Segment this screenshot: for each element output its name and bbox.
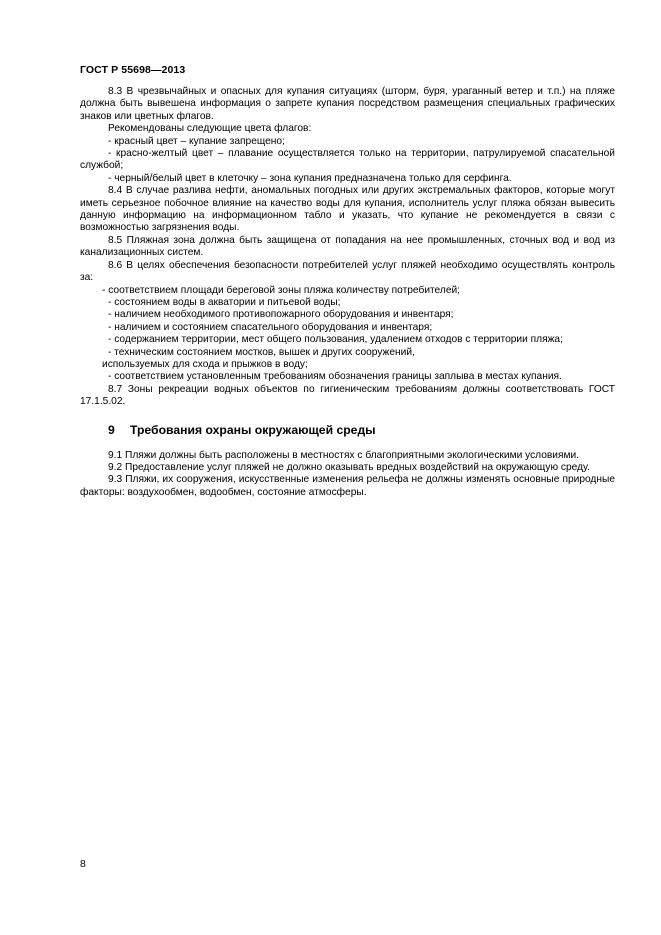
control-item-6: - техническим состоянием мостков, вышек и других сооружений, bbox=[108, 346, 415, 358]
paragraph-9-3: 9.3 Пляжи, их сооружения, искусственные изменения рельефа не должны изменять основные природные факторы: воздухообмен, водообмен, состояние атмосферы. bbox=[80, 474, 615, 498]
paragraph-8-6: 8.6 В целях обеспечения безопасности потребителей услуг пляжей необходимо осуществлять контроль за: bbox=[80, 259, 615, 284]
flag-color-red: - красный цвет – купание запрещено; bbox=[108, 135, 285, 147]
control-item-1: - соответствием площади береговой зоны пляжа количеству потребителей; bbox=[102, 284, 461, 296]
control-item-2: - состоянием воды в акватории и питьевой воды; bbox=[108, 296, 341, 308]
flag-colors-intro: Рекомендованы следующие цвета флагов: bbox=[108, 123, 312, 135]
control-item-3: - наличием необходимого противопожарного оборудования и инвентаря; bbox=[108, 309, 454, 321]
flag-color-black-white: - черный/белый цвет в клеточку – зона купания предназначена только для серфинга. bbox=[108, 172, 512, 184]
document-code-header: ГОСТ Р 55698—2013 bbox=[80, 64, 186, 76]
section-9-number: 9 bbox=[108, 422, 115, 437]
paragraph-8-5: 8.5 Пляжная зона должна быть защищена от попадания на нее промышленных, сточных вод и вод из канализационных систем. bbox=[80, 234, 615, 259]
paragraph-8-4: 8.4 В случае разлива нефти, аномальных погодных или других экстремальных факторов, которые могут иметь серьезное побочное влияние на качество воды для купания, исполнитель услуг пляжа обязан вывесить данную информацию на информационном табло и указать, что купание не рекомендуется в связи с возможностью загрязнения воды. bbox=[80, 185, 615, 234]
paragraph-8-3: 8.3 В чрезвычайных и опасных для купания ситуациях (шторм, буря, ураганный ветер и т.п.) на пляже должна быть вывешена информация о запрете купания посредством размещения специальных графических знаков или цветных флагов. bbox=[80, 86, 615, 122]
paragraph-9-1: 9.1 Пляжи должны быть расположены в местностях с благоприятными экологическими условиями. bbox=[108, 449, 580, 461]
section-9-title: Требования охраны окружающей среды bbox=[130, 422, 376, 437]
control-item-7: - соответствием установленным требованиям обозначения границы заплыва в местах купания. bbox=[108, 371, 562, 383]
page-number: 8 bbox=[80, 858, 86, 870]
control-item-4: - наличием и состоянием спасательного оборудования и инвентаря; bbox=[108, 321, 433, 333]
control-item-6-continuation: используемых для схода и прыжков в воду; bbox=[102, 358, 308, 370]
control-item-5: - содержанием территории, мест общего пользования, удалением отходов с территории пляжа; bbox=[108, 334, 563, 346]
paragraph-8-7: 8.7 Зоны рекреации водных объектов по гигиеническим требованиям должны соответствовать ГОСТ 17.1.5.02. bbox=[80, 383, 615, 408]
section-9-heading bbox=[80, 423, 615, 438]
flag-color-red-yellow: - красно-желтый цвет – плавание осуществляется только на территории, патрулируемой спасательной службой; bbox=[80, 148, 615, 172]
document-body bbox=[80, 86, 615, 499]
paragraph-9-2: 9.2 Предоставление услуг пляжей не должно оказывать вредных воздействий на окружающую среду. bbox=[108, 461, 590, 473]
